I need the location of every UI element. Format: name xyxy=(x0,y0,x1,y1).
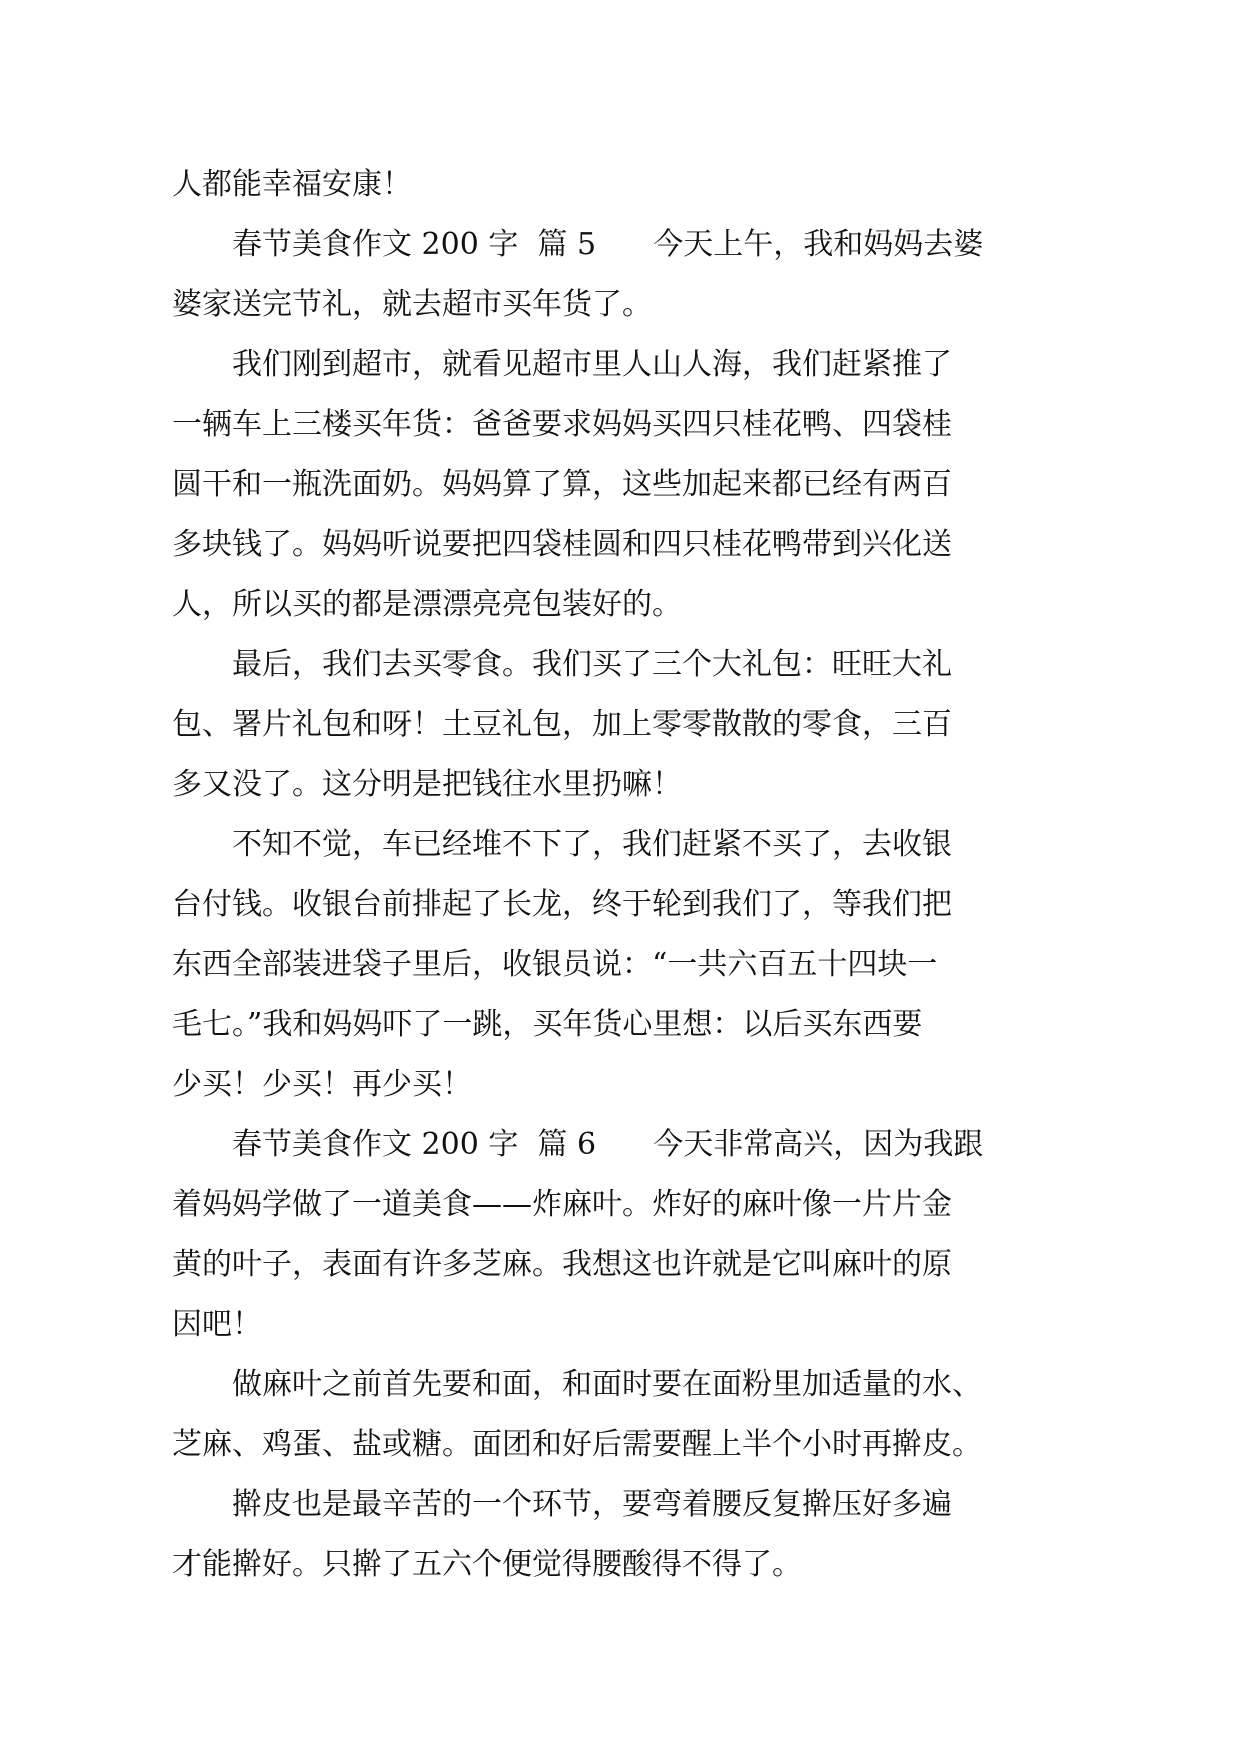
text-line: 包、署片礼包和呀！土豆礼包，加上零零散散的零食，三百 xyxy=(172,707,952,742)
text-line: 才能擀好。只擀了五六个便觉得腰酸得不得了。 xyxy=(172,1547,802,1582)
text-line: 毛七。”我和妈妈吓了一跳，买年货心里想：以后买东西要 xyxy=(172,1007,923,1042)
text-line: 人都能幸福安康！ xyxy=(172,167,412,202)
text-line: 婆家送完节礼，就去超市买年货了。 xyxy=(172,287,652,322)
text-line: 多又没了。这分明是把钱往水里扔嘛！ xyxy=(172,767,682,802)
paragraph-first-line: 不知不觉，车已经堆不下了，我们赶紧不买了，去收银 xyxy=(232,827,952,862)
text-line: 圆干和一瓶洗面奶。妈妈算了算，这些加起来都已经有两百 xyxy=(172,467,952,502)
paragraph-first-line: 做麻叶之前首先要和面，和面时要在面粉里加适量的水、 xyxy=(232,1367,982,1402)
text-line: 着妈妈学做了一道美食——炸麻叶。炸好的麻叶像一片片金 xyxy=(172,1187,952,1222)
text-line: 人，所以买的都是漂漂亮亮包装好的。 xyxy=(172,587,682,622)
text-line: 多块钱了。妈妈听说要把四袋桂圆和四只桂花鸭带到兴化送 xyxy=(172,527,952,562)
text-line: 东西全部装进袋子里后，收银员说：“一共六百五十四块一 xyxy=(172,947,938,982)
text-line: 黄的叶子，表面有许多芝麻。我想这也许就是它叫麻叶的原 xyxy=(172,1247,952,1282)
text-line: 少买！少买！再少买！ xyxy=(172,1067,472,1102)
section-heading-line: 春节美食作文 200 字 篇 6 今天非常高兴，因为我跟 xyxy=(232,1127,984,1162)
paragraph-first-line: 擀皮也是最辛苦的一个环节，要弯着腰反复擀压好多遍 xyxy=(232,1487,952,1522)
section-heading-line: 春节美食作文 200 字 篇 5 今天上午，我和妈妈去婆 xyxy=(232,227,984,262)
text-line: 芝麻、鸡蛋、盐或糖。面团和好后需要醒上半个小时再擀皮。 xyxy=(172,1427,982,1462)
text-line: 因吧！ xyxy=(172,1307,262,1342)
text-line: 一辆车上三楼买年货：爸爸要求妈妈买四只桂花鸭、四袋桂 xyxy=(172,407,952,442)
paragraph-first-line: 我们刚到超市，就看见超市里人山人海，我们赶紧推了 xyxy=(232,347,952,382)
paragraph-first-line: 最后，我们去买零食。我们买了三个大礼包：旺旺大礼 xyxy=(232,647,952,682)
text-line: 台付钱。收银台前排起了长龙，终于轮到我们了，等我们把 xyxy=(172,887,952,922)
